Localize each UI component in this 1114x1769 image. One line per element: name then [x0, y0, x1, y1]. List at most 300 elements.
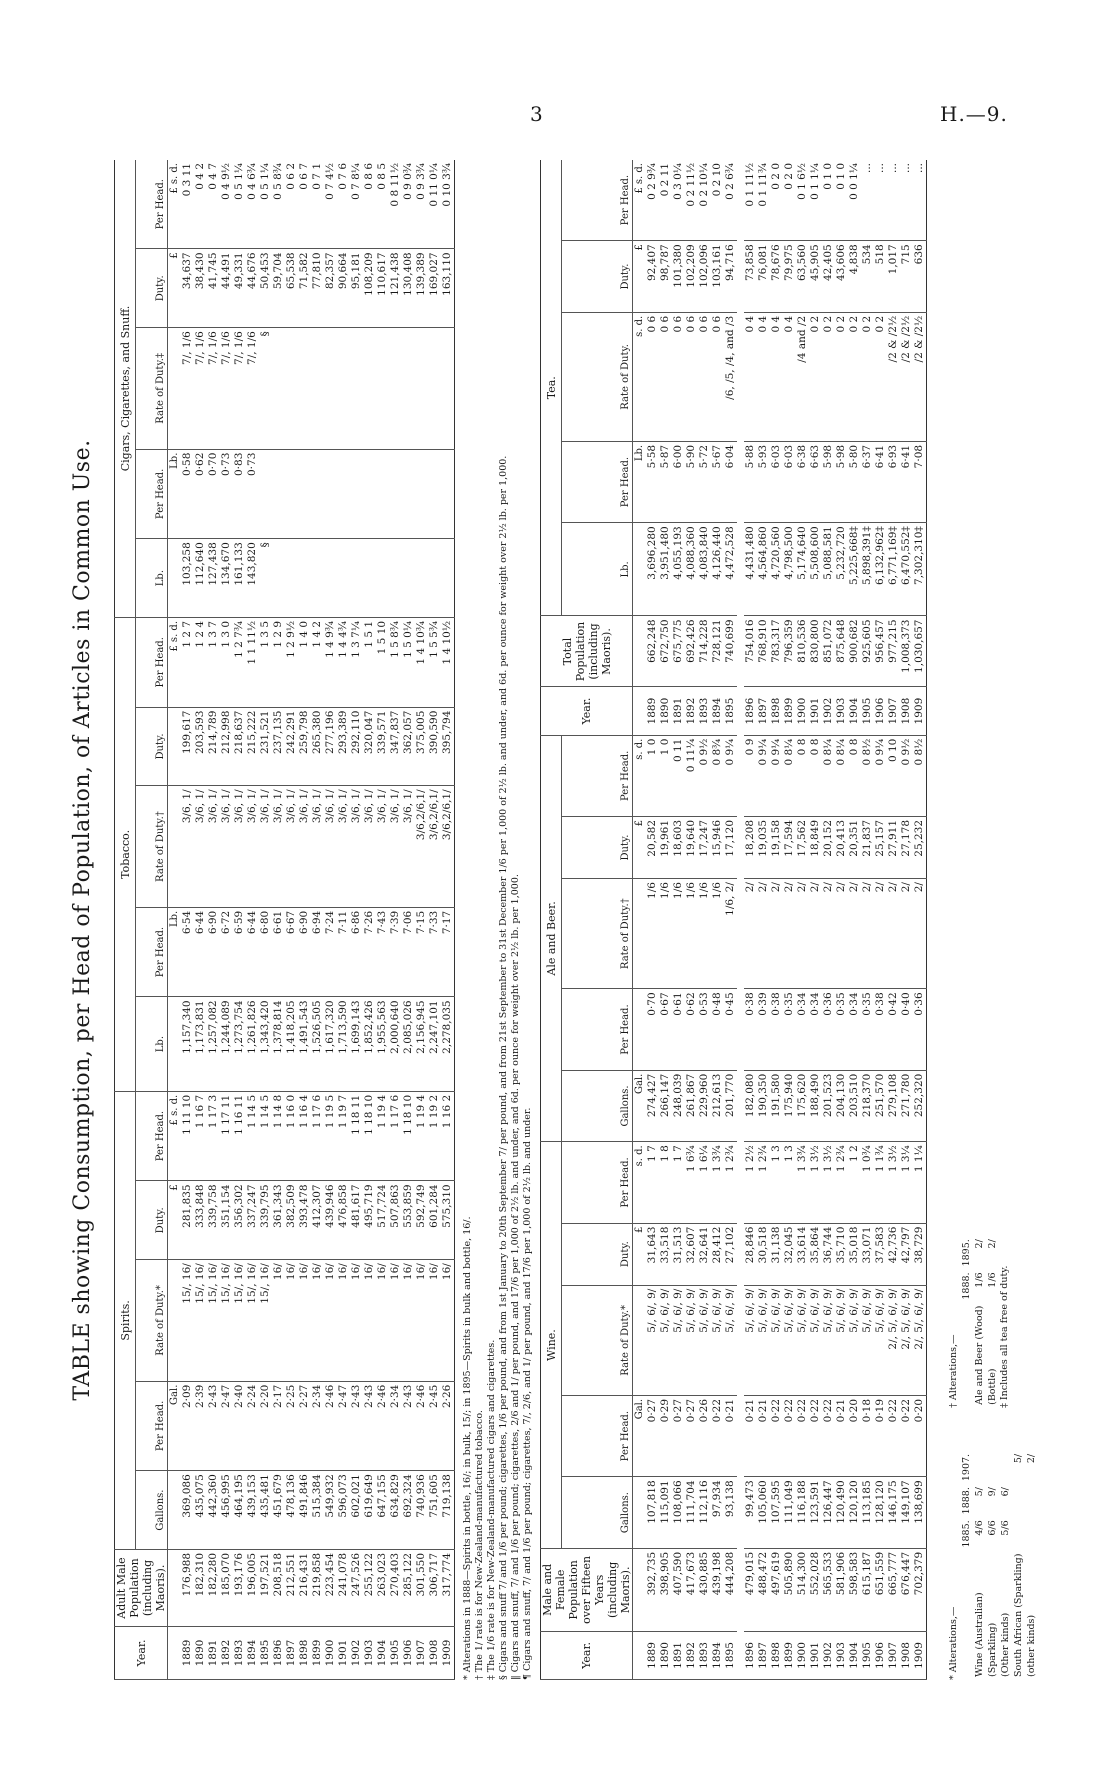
- table-cell: 728,121: [711, 616, 724, 687]
- table-cell: 0 8½: [861, 735, 874, 816]
- alteration-value: [1025, 1517, 1038, 1550]
- table-cell: 1896: [744, 1631, 757, 1679]
- table-cell: 1/6: [646, 879, 659, 989]
- table-cell: 1,173,831: [194, 997, 207, 1091]
- table-cell: 5·67: [711, 441, 724, 522]
- table-row: [659, 160, 672, 1680]
- table-cell: 6·03: [783, 441, 796, 522]
- table-cell: 270,403: [389, 1550, 402, 1627]
- table-cell: 4,564,860: [757, 523, 770, 616]
- table-cell: 347,837: [389, 707, 402, 786]
- table-cell: 1,017: [887, 241, 900, 313]
- table-cell: /4 and /2: [796, 312, 809, 441]
- table-cell: 0·42: [887, 989, 900, 1070]
- table-row: [207, 160, 220, 1680]
- table-cell: 0·22: [900, 1395, 913, 1476]
- table-cell: 215,222: [246, 707, 259, 786]
- table-cell: 0 9 3¾: [415, 160, 428, 249]
- table-cell: 31,643: [646, 1223, 659, 1285]
- table-cell: 0 2 9¾: [646, 160, 659, 241]
- table-cell: 0 6 7: [298, 160, 311, 249]
- table-cell: 16/: [272, 1260, 285, 1381]
- table-cell: 1/6: [711, 879, 724, 989]
- table-cell: 5,232,720: [835, 523, 848, 616]
- table-cell: 3/6, 1/: [233, 786, 246, 907]
- table-cell: 0·21: [744, 1395, 757, 1476]
- table-cell: 1 5 8¾: [389, 617, 402, 707]
- table-cell: 203,593: [194, 707, 207, 786]
- table-cell: 7/, 1/6: [194, 328, 207, 449]
- col-t-lb: Lb.: [562, 523, 633, 616]
- table2-footnotes: [948, 160, 1038, 1680]
- table-cell: 2,156,945: [415, 997, 428, 1091]
- table-cell: 0 4: [770, 312, 783, 441]
- table-cell: 0 6: [711, 312, 724, 441]
- consumption-table-2: [540, 160, 927, 1680]
- table-cell: [337, 328, 350, 449]
- table-cell: 0·36: [822, 989, 835, 1070]
- table-cell: 20,413: [835, 816, 848, 878]
- table-cell: 0·38: [744, 989, 757, 1070]
- table-cell: 15,946: [711, 816, 724, 878]
- table-cell: 1 5 10: [376, 617, 389, 707]
- table-cell: [415, 328, 428, 449]
- table-cell: 407,590: [672, 1548, 685, 1631]
- table-row: [402, 160, 415, 1680]
- table-cell: [441, 328, 455, 449]
- table-cell: 719,138: [441, 1471, 455, 1550]
- table-cell: 1900: [796, 1631, 809, 1679]
- table-cell: 1 4 4¾: [337, 617, 350, 707]
- table-cell: 5/, 6/, 9/: [783, 1285, 796, 1395]
- col-adult-male-pop: Adult Male Population (including Maoris).: [115, 1550, 168, 1627]
- table-cell: 0 2 10: [711, 160, 724, 241]
- table-cell: 30,518: [757, 1223, 770, 1285]
- table-cell: 110,617: [376, 249, 389, 328]
- table-cell: 0·61: [672, 989, 685, 1070]
- table-cell: 161,133: [233, 539, 246, 618]
- table-cell: 5/, 6/, 9/: [848, 1285, 861, 1395]
- table-cell: 3/6, 1/: [389, 786, 402, 907]
- table-cell: 2·45: [428, 1381, 441, 1471]
- table-cell: 5·93: [757, 441, 770, 522]
- table-cell: 497,619: [770, 1548, 783, 1631]
- table-cell: 5/, 6/, 9/: [874, 1285, 887, 1395]
- table-cell: 1 17 11: [220, 1091, 233, 1181]
- table-cell: 5/, 6/, 9/: [770, 1285, 783, 1395]
- table-cell: 596,073: [337, 1471, 350, 1550]
- table-cell: 1897: [757, 1631, 770, 1679]
- table-cell: 35,018: [848, 1223, 861, 1285]
- table-cell: 112,116: [698, 1477, 711, 1549]
- table-cell: 2·43: [363, 1381, 376, 1471]
- table-cell: 15/, 16/: [233, 1260, 246, 1381]
- table-cell: 375,005: [415, 707, 428, 786]
- table-cell: 212,998: [220, 707, 233, 786]
- table-cell: 0·22: [796, 1395, 809, 1476]
- table-cell: 1901: [809, 687, 822, 735]
- table-cell: 0 1 0: [822, 160, 835, 241]
- table-cell: 0 7 1: [311, 160, 324, 249]
- table-cell: 223,454: [324, 1550, 337, 1627]
- table-cell: 204,130: [835, 1070, 848, 1142]
- table-cell: 675,775: [672, 616, 685, 687]
- table-cell: 1902: [822, 687, 835, 735]
- table-cell: 1 4 0: [298, 617, 311, 707]
- table-cell: 7·15: [415, 907, 428, 997]
- table-cell: [428, 539, 441, 618]
- table-title: TABLE showing Consumption, per Head of Population, of Articles in Common Use.: [70, 439, 95, 1401]
- table-cell: 2·43: [402, 1381, 415, 1471]
- table-cell: §: [259, 539, 272, 618]
- table-cell: 38,729: [913, 1223, 927, 1285]
- table-cell: 4,126,440: [711, 523, 724, 616]
- table-cell: 2·46: [376, 1381, 389, 1471]
- table-cell: 16/: [350, 1260, 363, 1381]
- alteration-year: 1888.: [961, 1272, 972, 1300]
- table-cell: 0 4 6¾: [246, 160, 259, 249]
- table-cell: 111,049: [783, 1477, 796, 1549]
- table-cell: 1 0: [646, 735, 659, 816]
- table-cell: ...: [913, 160, 927, 241]
- table-cell: 651,559: [874, 1548, 887, 1631]
- table-cell: 28,412: [711, 1223, 724, 1285]
- col-lb: Lb.: [136, 997, 168, 1091]
- col-a-rate: Rate of Duty.†: [562, 879, 633, 989]
- table-cell: 4,838: [848, 241, 861, 313]
- table-cell: 241,078: [337, 1550, 350, 1627]
- table-cell: 1 16 7: [194, 1091, 207, 1181]
- table-cell: 102,096: [698, 241, 711, 313]
- table-cell: 592,749: [415, 1181, 428, 1260]
- table-cell: [311, 539, 324, 618]
- table-cell: 1/6: [685, 879, 698, 989]
- table-row: [298, 160, 311, 1680]
- table-cell: 1907: [415, 1627, 428, 1680]
- table-cell: 3/6, 1/: [207, 786, 220, 907]
- table-cell: 0·45: [724, 989, 737, 1070]
- table-cell: 2,278,035: [441, 997, 455, 1091]
- table-cell: 5·88: [744, 441, 757, 522]
- table-cell: 169,027: [428, 249, 441, 328]
- table-cell: 191,580: [770, 1070, 783, 1142]
- table-cell: 1,261,826: [246, 997, 259, 1091]
- table-cell: 229,960: [698, 1070, 711, 1142]
- col-per-head-money: Per Head.: [136, 1091, 168, 1181]
- table-cell: 212,613: [711, 1070, 724, 1142]
- table-cell: 5·87: [659, 441, 672, 522]
- table-cell: 33,518: [659, 1223, 672, 1285]
- table-cell: 99,473: [744, 1477, 757, 1549]
- table-cell: 2·43: [350, 1381, 363, 1471]
- table-cell: 259,798: [298, 707, 311, 786]
- table-cell: 0 9¼: [874, 735, 887, 816]
- table-cell: 317,774: [441, 1550, 455, 1627]
- table-row: [350, 160, 363, 1680]
- table-row: [744, 160, 757, 1680]
- alteration-value: 2/: [974, 1239, 985, 1249]
- table-cell: 1/6: [659, 879, 672, 989]
- table-cell: 3/6, 1/: [285, 786, 298, 907]
- table-cell: 138,699: [913, 1477, 927, 1549]
- table-cell: 18,208: [744, 816, 757, 878]
- table-cell: 0 9¼: [724, 735, 737, 816]
- table-cell: 7·11: [337, 907, 350, 997]
- table-cell: 1 1¼: [913, 1142, 927, 1223]
- table-row: [900, 160, 913, 1680]
- table-cell: 518: [874, 241, 887, 313]
- table-cell: 4,720,560: [770, 523, 783, 616]
- table-cell: [311, 449, 324, 539]
- alteration-value: 1/6: [974, 1272, 985, 1288]
- table-cell: 1899: [783, 687, 796, 735]
- table-cell: 0 10: [887, 735, 900, 816]
- table-cell: 5·98: [822, 441, 835, 522]
- table-cell: 108,209: [363, 249, 376, 328]
- col-tob-per-head-money: Per Head.: [136, 617, 168, 707]
- table-cell: §: [259, 328, 272, 449]
- table-cell: 382,509: [285, 1181, 298, 1260]
- table-cell: 478,136: [285, 1471, 298, 1550]
- table-cell: 1 19 5: [324, 1091, 337, 1181]
- table-cell: 361,343: [272, 1181, 285, 1260]
- table-row: [337, 160, 350, 1680]
- table-cell: 1896: [744, 687, 757, 735]
- table-cell: 1,526,505: [311, 997, 324, 1091]
- table-cell: 1 3 7¼: [350, 617, 363, 707]
- alteration-label: (Bottle): [987, 1368, 998, 1405]
- table-cell: 676,447: [900, 1548, 913, 1631]
- table-cell: 0 11: [672, 735, 685, 816]
- table-cell: 73,858: [744, 241, 757, 313]
- table-cell: 0·62: [194, 449, 207, 539]
- table-cell: 0·48: [711, 989, 724, 1070]
- table-cell: 0 10 3¾: [441, 160, 455, 249]
- table-cell: 517,724: [376, 1181, 389, 1260]
- table-cell: 0 4: [744, 312, 757, 441]
- table-cell: 1898: [298, 1627, 311, 1680]
- table-cell: 1890: [659, 687, 672, 735]
- table-cell: 2/, 5/, 6/, 9/: [887, 1285, 900, 1395]
- table-cell: 6·03: [770, 441, 783, 522]
- table-cell: 0 1 1¼: [809, 160, 822, 241]
- table-cell: 5/, 6/, 9/: [711, 1285, 724, 1395]
- col-c-lb: Lb.: [136, 539, 168, 618]
- table-cell: 754,016: [744, 616, 757, 687]
- table-cell: 1893: [698, 687, 711, 735]
- table-cell: 17,594: [783, 816, 796, 878]
- table-cell: 193,176: [233, 1550, 246, 1627]
- table-cell: 1/6, 2/: [724, 879, 737, 989]
- table-cell: 0·70: [646, 989, 659, 1070]
- table-cell: 1894: [711, 1631, 724, 1679]
- table-cell: 0·73: [246, 449, 259, 539]
- alteration-value: [1012, 1484, 1025, 1517]
- table-cell: 2·20: [259, 1381, 272, 1471]
- footnote-cigars-1895: § Cigars and snuff 7/ and 1/6 per pound; cigarettes, 1/6 per pound, and from 1st January to 20th September 7/ per pound, and from 21st September to 31st December 1/6 per 1,000 of 2½ lb. and under, and 6d. per ounce for weight over 2½ lb. per 1,000.: [498, 455, 509, 1680]
- table-cell: 1 2¾: [724, 1142, 737, 1223]
- table-cell: 90,664: [337, 249, 350, 328]
- table-row: [887, 160, 900, 1680]
- table-cell: 0·38: [874, 989, 887, 1070]
- table-cell: 0·35: [783, 989, 796, 1070]
- table-cell: 1 19 2: [428, 1091, 441, 1181]
- table-cell: [350, 449, 363, 539]
- table-cell: 15/, 16/: [220, 1260, 233, 1381]
- table-cell: 1890: [659, 1631, 672, 1679]
- table-cell: 1905: [389, 1627, 402, 1680]
- table-cell: 50,453: [259, 249, 272, 328]
- table-cell: [441, 539, 455, 618]
- table-cell: 0 2 11½: [685, 160, 698, 241]
- table-cell: 5/, 6/, 9/: [698, 1285, 711, 1395]
- table-cell: 2·24: [246, 1381, 259, 1471]
- table-cell: /2 & /2½: [913, 312, 927, 441]
- table-cell: 94,716: [724, 241, 737, 313]
- table-cell: 495,719: [363, 1181, 376, 1260]
- table-cell: 25,157: [874, 816, 887, 878]
- table-cell: 3/6,2/6,1/: [441, 786, 455, 907]
- col-a-gallons: Gallons.: [562, 1070, 633, 1142]
- footnote-cigars: ‡ The 1/6 rate is for New-Zealand-manufactured cigars and cigarettes.: [486, 1339, 497, 1680]
- table-cell: 0 5 1¼: [233, 160, 246, 249]
- table-cell: 1 2: [848, 1142, 861, 1223]
- table-cell: 5·72: [698, 441, 711, 522]
- table-cell: 15/, 16/: [207, 1260, 220, 1381]
- table-cell: 0·26: [698, 1395, 711, 1476]
- table-cell: 15/, 16/: [246, 1260, 259, 1381]
- table-cell: 97,934: [711, 1477, 724, 1549]
- table-cell: 1891: [672, 687, 685, 735]
- table-cell: 2/, 5/, 6/, 9/: [900, 1285, 913, 1395]
- alteration-value: 1/6: [987, 1272, 998, 1288]
- table-cell: 1,343,420: [259, 997, 272, 1091]
- table-cell: 16/: [285, 1260, 298, 1381]
- col-w-per-head-money: Per Head.: [562, 1142, 633, 1223]
- table-cell: 19,158: [770, 816, 783, 878]
- alteration-year: 1888.: [961, 1487, 972, 1515]
- tea-note: ‡ Includes all tea free of duty.: [999, 1265, 1010, 1408]
- table-cell: 208,518: [272, 1550, 285, 1627]
- table-cell: 126,447: [822, 1477, 835, 1549]
- table-cell: 112,640: [194, 539, 207, 618]
- table-cell: 1906: [874, 1631, 887, 1679]
- table-cell: 3/6, 1/: [194, 786, 207, 907]
- table-cell: 714,228: [698, 616, 711, 687]
- table-cell: 615,187: [861, 1548, 874, 1631]
- table-cell: 505,890: [783, 1548, 796, 1631]
- alteration-label: (other kinds): [1026, 1614, 1037, 1677]
- table-cell: 6·80: [259, 907, 272, 997]
- table-cell: 5,898,391‡: [861, 523, 874, 616]
- table-cell: 0 2 0: [770, 160, 783, 241]
- table-cell: 17,120: [724, 816, 737, 878]
- table-cell: 1 17 3: [207, 1091, 220, 1181]
- table-cell: 1893: [233, 1627, 246, 1680]
- table-cell: 101,380: [672, 241, 685, 313]
- table-cell: 6·04: [724, 441, 737, 522]
- table-cell: 439,198: [711, 1548, 724, 1631]
- table-cell: 6·72: [220, 907, 233, 997]
- table-cell: 2/: [744, 879, 757, 989]
- table-cell: 851,072: [822, 616, 835, 687]
- table-cell: 3,951,480: [659, 523, 672, 616]
- table-cell: 1899: [311, 1627, 324, 1680]
- table-cell: 19,035: [757, 816, 770, 878]
- table-cell: 32,045: [783, 1223, 796, 1285]
- table-cell: 1902: [822, 1631, 835, 1679]
- table-cell: 271,780: [900, 1070, 913, 1142]
- table-cell: 0 8¼: [783, 735, 796, 816]
- table-cell: 265,380: [311, 707, 324, 786]
- table-row: [428, 160, 441, 1680]
- table-cell: 7·17: [441, 907, 455, 997]
- table-cell: 16/: [389, 1260, 402, 1381]
- col-a-per-head-money: Per Head.: [562, 735, 633, 816]
- table-cell: 5·98: [835, 441, 848, 522]
- table-cell: 306,717: [428, 1550, 441, 1627]
- table-cell: 3/6, 1/: [181, 786, 194, 907]
- table-cell: 1 19 4: [415, 1091, 428, 1181]
- table-cell: 0 4 2: [194, 160, 207, 249]
- table-cell: 830,800: [809, 616, 822, 687]
- table-cell: 1905: [861, 1631, 874, 1679]
- table-cell: ...: [874, 160, 887, 241]
- table-cell: 1,157,340: [181, 997, 194, 1091]
- table-cell: 3/6,2/6,1/: [415, 786, 428, 907]
- table-cell: 6·90: [207, 907, 220, 997]
- table-cell: 108,066: [672, 1477, 685, 1549]
- table-cell: [402, 328, 415, 449]
- table-cell: 32,641: [698, 1223, 711, 1285]
- table-cell: 417,673: [685, 1548, 698, 1631]
- table-cell: 0·22: [822, 1395, 835, 1476]
- table-cell: 2/, 5/, 6/, 9/: [913, 1285, 927, 1395]
- table-cell: [337, 449, 350, 539]
- table-cell: 105,060: [757, 1477, 770, 1549]
- table-cell: 196,005: [246, 1550, 259, 1627]
- table-cell: 3/6, 1/: [402, 786, 415, 907]
- table-cell: 293,389: [337, 707, 350, 786]
- table-cell: 279,108: [887, 1070, 900, 1142]
- table-row: [783, 160, 796, 1680]
- page-number: 3: [530, 102, 543, 126]
- table-cell: 0 5 1¼: [259, 160, 272, 249]
- table-cell: 1904: [848, 687, 861, 735]
- table-cell: 49,331: [233, 249, 246, 328]
- table-cell: 1894: [246, 1627, 259, 1680]
- table-cell: 274,427: [646, 1070, 659, 1142]
- table-cell: 442,360: [207, 1471, 220, 1550]
- table-cell: 5,174,640: [796, 523, 809, 616]
- table-cell: 2/: [757, 879, 770, 989]
- table-cell: 1897: [757, 687, 770, 735]
- table-cell: 103,258: [181, 539, 194, 618]
- table-cell: 143,820: [246, 539, 259, 618]
- table-cell: 27,178: [900, 816, 913, 878]
- footnote-spirits: * Alterations in 1888—Spirits in bottle, 16/; in bulk, 15/; in 1895—Spirits in bulk and bottle, 16/.: [462, 1216, 473, 1680]
- table-cell: 5/, 6/, 9/: [796, 1285, 809, 1395]
- table-cell: 0·18: [861, 1395, 874, 1476]
- table-cell: 0 8½: [913, 735, 927, 816]
- col-t-per-head-money: Per Head.: [562, 160, 633, 241]
- table-cell: 0 2 6¾: [724, 160, 737, 241]
- table-cell: 1909: [441, 1627, 455, 1680]
- table-cell: 1905: [861, 687, 874, 735]
- table-cell: 2/: [796, 879, 809, 989]
- table-cell: 263,023: [376, 1550, 389, 1627]
- table-cell: 1 2 7: [181, 617, 194, 707]
